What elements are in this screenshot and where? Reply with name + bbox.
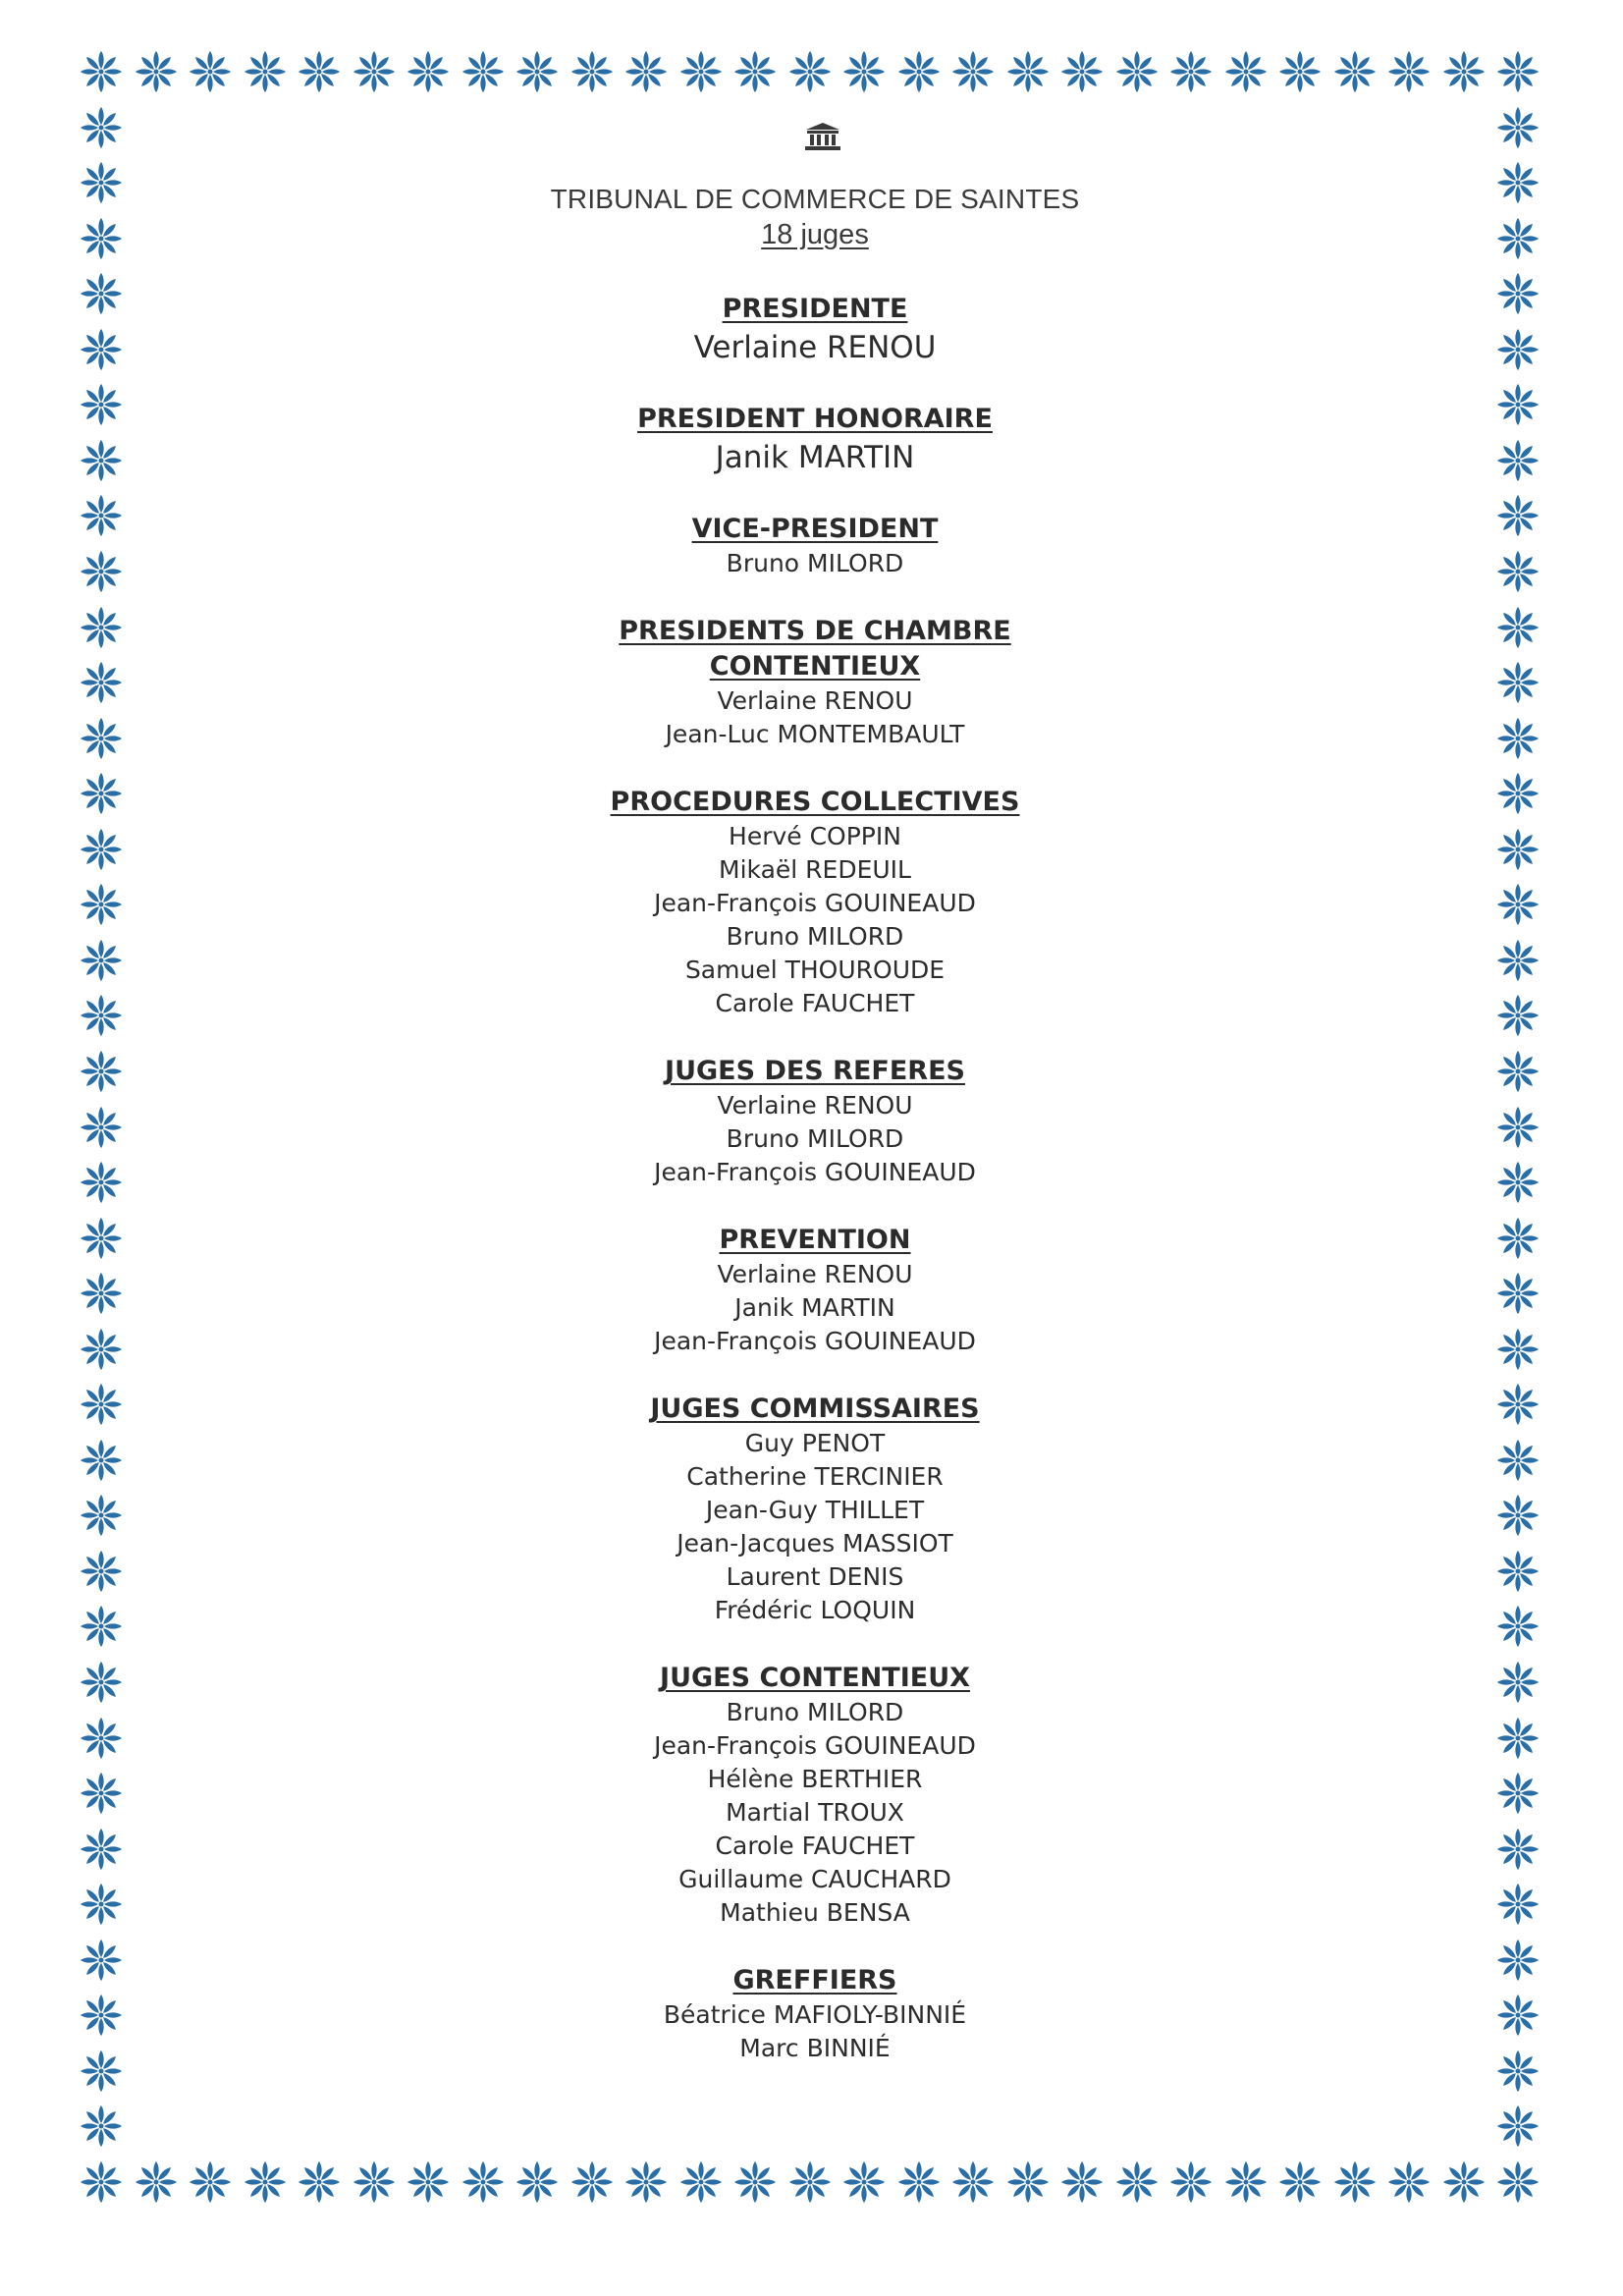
snowflake-star-icon <box>79 882 124 927</box>
snowflake-star-icon <box>1495 438 1541 483</box>
snowflake-star-icon <box>569 2159 615 2205</box>
snowflake-star-icon <box>1277 49 1323 94</box>
snowflake-star-icon <box>1495 493 1541 538</box>
snowflake-star-icon <box>1495 1882 1541 1927</box>
judge-name: Guillaume CAUCHARD <box>678 1865 951 1893</box>
section-heading: PRESIDENTS DE CHAMBRE <box>619 616 1011 646</box>
snowflake-star-icon <box>1495 1216 1541 1261</box>
snowflake-star-icon <box>1495 993 1541 1038</box>
judge-name: Bruno MILORD <box>726 922 904 951</box>
snowflake-star-icon <box>1005 49 1051 94</box>
judge-name: Bruno MILORD <box>726 549 904 577</box>
snowflake-star-icon <box>134 49 179 94</box>
judge-name: Samuel THOUROUDE <box>684 956 946 984</box>
snowflake-star-icon <box>79 1105 124 1150</box>
judge-name: Frédéric LOQUIN <box>714 1596 916 1624</box>
snowflake-star-icon <box>79 216 124 261</box>
snowflake-star-icon <box>79 1993 124 2038</box>
judge-name: Verlaine RENOU <box>693 330 937 365</box>
snowflake-star-icon <box>79 1827 124 1872</box>
snowflake-star-icon <box>841 2159 887 2205</box>
snowflake-star-icon <box>896 49 942 94</box>
section <box>422 1054 1208 1189</box>
snowflake-star-icon <box>1495 2049 1541 2094</box>
snowflake-star-icon <box>950 49 996 94</box>
snowflake-star-icon <box>79 271 124 316</box>
snowflake-star-icon <box>188 49 233 94</box>
judge-name: Marc BINNIÉ <box>739 2034 891 2062</box>
section-subheading: CONTENTIEUX <box>709 651 921 682</box>
snowflake-star-icon <box>1223 49 1269 94</box>
judge-name: Carole FAUCHET <box>715 1831 915 1860</box>
snowflake-star-icon <box>79 993 124 1038</box>
snowflake-star-icon <box>1495 827 1541 872</box>
judge-name: Jean-François GOUINEAUD <box>654 1327 976 1355</box>
snowflake-star-icon <box>134 2159 179 2205</box>
snowflake-star-icon <box>1495 1382 1541 1427</box>
snowflake-star-icon <box>787 49 833 94</box>
snowflake-star-icon <box>1495 1660 1541 1705</box>
snowflake-star-icon <box>352 2159 397 2205</box>
snowflake-star-icon <box>1059 49 1105 94</box>
snowflake-star-icon <box>79 49 124 94</box>
snowflake-star-icon <box>1495 105 1541 150</box>
snowflake-star-icon <box>732 2159 778 2205</box>
snowflake-star-icon <box>1495 1438 1541 1483</box>
snowflake-star-icon <box>1495 216 1541 261</box>
section <box>422 785 1208 1020</box>
snowflake-star-icon <box>79 716 124 761</box>
judge-count: 18 juges <box>761 219 869 250</box>
snowflake-star-icon <box>1386 2159 1432 2205</box>
snowflake-star-icon <box>1495 327 1541 372</box>
snowflake-star-icon <box>79 549 124 594</box>
snowflake-star-icon <box>79 1327 124 1372</box>
snowflake-star-icon <box>1386 49 1432 94</box>
snowflake-star-icon <box>79 1549 124 1594</box>
snowflake-star-icon <box>79 438 124 483</box>
judge-name: Guy PENOT <box>744 1429 886 1457</box>
snowflake-star-icon <box>569 49 615 94</box>
snowflake-star-icon <box>406 49 451 94</box>
snowflake-star-icon <box>79 1271 124 1316</box>
section <box>422 1963 1208 2065</box>
judge-name: Verlaine RENOU <box>717 686 913 715</box>
snowflake-star-icon <box>1495 549 1541 594</box>
snowflake-star-icon <box>1495 49 1541 94</box>
judge-name: Carole FAUCHET <box>715 989 915 1017</box>
snowflake-star-icon <box>79 382 124 427</box>
snowflake-star-icon <box>79 1604 124 1649</box>
snowflake-star-icon <box>79 160 124 205</box>
snowflake-star-icon <box>678 49 724 94</box>
snowflake-star-icon <box>1495 605 1541 650</box>
snowflake-star-icon <box>1495 1493 1541 1538</box>
snowflake-star-icon <box>1277 2159 1323 2205</box>
snowflake-star-icon <box>1495 160 1541 205</box>
snowflake-star-icon <box>79 660 124 705</box>
snowflake-star-icon <box>79 105 124 150</box>
section <box>422 402 1208 478</box>
sections-list <box>422 292 1208 2065</box>
snowflake-star-icon <box>1495 2159 1541 2205</box>
snowflake-star-icon <box>787 2159 833 2205</box>
judge-name: Mathieu BENSA <box>720 1898 910 1927</box>
snowflake-star-icon <box>1495 1993 1541 2038</box>
snowflake-star-icon <box>678 2159 724 2205</box>
judge-name: Verlaine RENOU <box>717 1091 913 1120</box>
snowflake-star-icon <box>1495 938 1541 983</box>
snowflake-star-icon <box>243 2159 288 2205</box>
snowflake-star-icon <box>1114 49 1160 94</box>
snowflake-star-icon <box>1441 49 1487 94</box>
snowflake-star-icon <box>79 1938 124 1983</box>
snowflake-star-icon <box>79 827 124 872</box>
snowflake-star-icon <box>79 771 124 816</box>
snowflake-star-icon <box>1168 49 1214 94</box>
snowflake-star-icon <box>623 49 669 94</box>
snowflake-star-icon <box>1495 1271 1541 1316</box>
section <box>422 1661 1208 1930</box>
section-heading: VICE-PRESIDENT <box>691 514 939 544</box>
snowflake-star-icon <box>79 1216 124 1261</box>
snowflake-star-icon <box>1495 1105 1541 1150</box>
judge-name: Hervé COPPIN <box>729 822 901 850</box>
snowflake-star-icon <box>1495 1604 1541 1649</box>
snowflake-star-icon <box>1495 1938 1541 1983</box>
section <box>422 614 1208 751</box>
snowflake-star-icon <box>514 49 560 94</box>
judge-name: Jean-François GOUINEAUD <box>654 889 976 917</box>
snowflake-star-icon <box>623 2159 669 2205</box>
section-heading: JUGES DES REFERES <box>665 1056 965 1086</box>
court-composition <box>422 182 1208 2065</box>
snowflake-star-icon <box>1441 2159 1487 2205</box>
section <box>422 1223 1208 1358</box>
judge-name: Mikaël REDEUIL <box>719 855 911 884</box>
snowflake-star-icon <box>352 49 397 94</box>
snowflake-star-icon <box>1223 2159 1269 2205</box>
judge-name: Laurent DENIS <box>726 1562 904 1591</box>
snowflake-star-icon <box>79 1493 124 1538</box>
judge-name: Jean-François GOUINEAUD <box>654 1731 976 1760</box>
judge-name: Janik MARTIN <box>715 440 915 475</box>
snowflake-star-icon <box>79 1771 124 1816</box>
judge-name: Bruno MILORD <box>726 1124 904 1153</box>
snowflake-star-icon <box>1332 49 1378 94</box>
section <box>422 292 1208 368</box>
snowflake-star-icon <box>896 2159 942 2205</box>
section <box>422 512 1208 580</box>
snowflake-star-icon <box>79 1716 124 1761</box>
snowflake-star-icon <box>1168 2159 1214 2205</box>
snowflake-star-icon <box>79 2049 124 2094</box>
judge-name: Hélène BERTHIER <box>707 1765 923 1793</box>
snowflake-star-icon <box>1495 1827 1541 1872</box>
snowflake-star-icon <box>79 1660 124 1705</box>
judge-name: Catherine TERCINIER <box>686 1462 944 1491</box>
snowflake-star-icon <box>79 1382 124 1427</box>
judge-name: Jean-Guy THILLET <box>705 1496 925 1524</box>
snowflake-star-icon <box>1495 271 1541 316</box>
snowflake-star-icon <box>1114 2159 1160 2205</box>
judge-name: Jean-Jacques MASSIOT <box>676 1529 953 1558</box>
snowflake-star-icon <box>1495 1049 1541 1094</box>
snowflake-star-icon <box>297 2159 342 2205</box>
snowflake-star-icon <box>1495 882 1541 927</box>
section-heading: PRESIDENT HONORAIRE <box>637 404 993 434</box>
judge-name: Béatrice MAFIOLY-BINNIÉ <box>663 2000 967 2029</box>
snowflake-star-icon <box>297 49 342 94</box>
judge-name: Jean-François GOUINEAUD <box>654 1158 976 1186</box>
court-building-icon <box>803 122 842 151</box>
section-heading: GREFFIERS <box>732 1965 897 1995</box>
snowflake-star-icon <box>1495 1327 1541 1372</box>
snowflake-star-icon <box>1059 2159 1105 2205</box>
section-heading: PREVENTION <box>719 1225 911 1255</box>
snowflake-star-icon <box>1495 1160 1541 1205</box>
snowflake-star-icon <box>79 327 124 372</box>
snowflake-star-icon <box>79 2159 124 2205</box>
snowflake-star-icon <box>79 605 124 650</box>
snowflake-star-icon <box>188 2159 233 2205</box>
judge-name: Jean-Luc MONTEMBAULT <box>665 720 965 748</box>
snowflake-star-icon <box>79 938 124 983</box>
snowflake-star-icon <box>243 49 288 94</box>
section-heading: PRESIDENTE <box>722 294 908 324</box>
court-title: TRIBUNAL DE COMMERCE DE SAINTES <box>550 184 1080 214</box>
judge-name: Bruno MILORD <box>726 1698 904 1726</box>
snowflake-star-icon <box>950 2159 996 2205</box>
snowflake-star-icon <box>514 2159 560 2205</box>
snowflake-star-icon <box>79 493 124 538</box>
snowflake-star-icon <box>1332 2159 1378 2205</box>
judge-name: Martial TROUX <box>726 1798 904 1827</box>
snowflake-star-icon <box>79 2104 124 2149</box>
snowflake-star-icon <box>1495 1771 1541 1816</box>
snowflake-star-icon <box>1005 2159 1051 2205</box>
snowflake-star-icon <box>79 1438 124 1483</box>
snowflake-star-icon <box>79 1049 124 1094</box>
snowflake-star-icon <box>460 49 506 94</box>
snowflake-star-icon <box>732 49 778 94</box>
judge-name: Janik MARTIN <box>734 1293 895 1322</box>
snowflake-star-icon <box>1495 660 1541 705</box>
snowflake-star-icon <box>1495 1716 1541 1761</box>
snowflake-star-icon <box>1495 716 1541 761</box>
snowflake-star-icon <box>79 1882 124 1927</box>
section-heading: JUGES CONTENTIEUX <box>660 1663 970 1693</box>
snowflake-star-icon <box>460 2159 506 2205</box>
snowflake-star-icon <box>406 2159 451 2205</box>
snowflake-star-icon <box>79 1160 124 1205</box>
snowflake-star-icon <box>1495 1549 1541 1594</box>
judge-name: Verlaine RENOU <box>717 1260 913 1288</box>
snowflake-star-icon <box>841 49 887 94</box>
snowflake-star-icon <box>1495 771 1541 816</box>
snowflake-star-icon <box>1495 382 1541 427</box>
section <box>422 1392 1208 1627</box>
section-heading: PROCEDURES COLLECTIVES <box>610 787 1020 817</box>
snowflake-star-icon <box>1495 2104 1541 2149</box>
section-heading: JUGES COMMISSAIRES <box>650 1394 980 1424</box>
